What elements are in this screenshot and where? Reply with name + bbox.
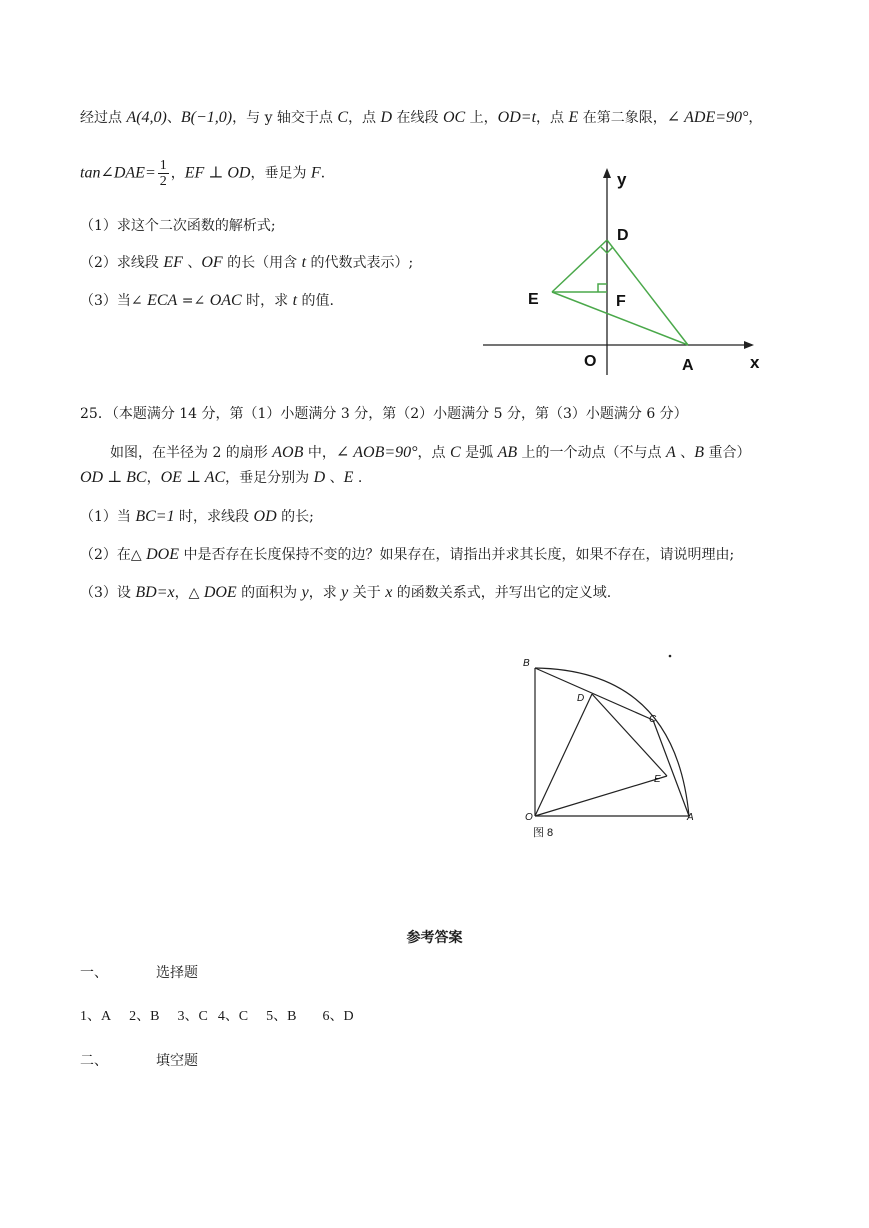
angle: ∠ ADE=90° — [666, 109, 749, 126]
stray-dot — [669, 655, 672, 658]
var: B — [694, 444, 705, 461]
text: 在线段 — [392, 110, 443, 126]
q24-line1 — [80, 108, 762, 128]
text: ， — [748, 110, 763, 126]
text: （3）设 — [80, 585, 136, 601]
segment-de — [592, 694, 667, 776]
var: OC — [442, 109, 466, 126]
text: （1）求这个二次函数的解析式; — [80, 218, 276, 234]
label-a: A — [682, 357, 694, 374]
section-number: 一、 — [80, 965, 108, 981]
text: ． — [320, 165, 335, 182]
text: 的面积为 — [236, 585, 302, 601]
choice-answer: 3、C — [177, 1009, 208, 1024]
segment-od — [535, 694, 592, 816]
var: y — [341, 584, 349, 601]
label-e: E — [528, 291, 539, 308]
segment-ca — [653, 720, 689, 816]
text: 、 — [182, 255, 202, 271]
text: 如图，在半径为 2 的扇形 — [110, 445, 273, 461]
var: OD — [253, 508, 277, 525]
label-a: A — [687, 812, 694, 823]
var: DOE — [203, 584, 237, 601]
text: ，点 — [348, 110, 381, 126]
choice-answer: 6、D — [322, 1009, 354, 1024]
y-axis-arrow — [603, 168, 611, 178]
var: OD=t — [497, 109, 537, 126]
segment-oe — [535, 776, 667, 816]
text: 的函数关系式，并写出它的定义域. — [392, 585, 612, 601]
text: 在第二象限， — [578, 110, 667, 126]
text: 25．（本题满分 14 分，第（1）小题满分 3 分，第（2）小题满分 5 分，第（3）小题满分 6 分） — [80, 406, 688, 422]
text: 时，求 — [241, 293, 293, 309]
label-d: D — [617, 227, 629, 244]
label-x: x — [750, 353, 760, 372]
text: ，△ — [174, 585, 204, 601]
var: E — [343, 469, 354, 486]
text: （3）当∠ — [80, 293, 148, 309]
q24-figure — [480, 160, 770, 380]
text: ， — [146, 470, 161, 486]
var: ECA — [147, 292, 178, 309]
var: BC=1 — [135, 508, 175, 525]
perp: EF ⊥ OD — [184, 164, 251, 182]
text: 是弧 — [460, 445, 498, 461]
var: C — [449, 444, 461, 461]
q25-sub3 — [80, 583, 611, 603]
q25-sub2 — [80, 545, 734, 565]
text: （1）当 — [80, 509, 136, 525]
text: 的代数式表示）; — [306, 255, 414, 271]
text: 的值. — [297, 293, 334, 309]
point-b: B(−1,0) — [180, 109, 233, 126]
q24-sub1 — [80, 216, 276, 236]
text: 的长; — [276, 509, 314, 525]
q25-sub1 — [80, 507, 314, 527]
answers-sec1 — [80, 963, 198, 983]
q25-para2 — [80, 468, 362, 488]
var: AOB — [272, 444, 304, 461]
label-o: O — [584, 353, 597, 370]
q25-para1 — [110, 443, 750, 463]
text: ，求 — [308, 585, 342, 601]
text: 关于 — [348, 585, 386, 601]
choice-answer: 2、B — [129, 1009, 160, 1024]
text: ， — [170, 165, 185, 182]
label-y: y — [617, 170, 627, 189]
perp: OD ⊥ BC — [80, 469, 147, 486]
section-label: 填空题 — [156, 1053, 198, 1069]
answers-sec2 — [80, 1051, 198, 1071]
var: A — [666, 444, 676, 461]
q24-line2 — [80, 158, 335, 189]
var: OAC — [209, 292, 242, 309]
text: （2）在△ — [80, 547, 147, 563]
var: E — [568, 109, 579, 126]
arc-ab — [535, 668, 689, 816]
text: 、 — [166, 110, 181, 126]
var: x — [385, 584, 393, 601]
point-a: A(4,0) — [126, 109, 167, 126]
numerator: 1 — [159, 158, 167, 173]
section-number: 二、 — [80, 1053, 108, 1069]
perp: OE ⊥ AC — [160, 469, 226, 486]
text: ，点 — [536, 110, 569, 126]
choice-answer: 5、B — [266, 1009, 297, 1024]
angle: ∠ AOB=90° — [335, 444, 418, 461]
label-d: D — [577, 693, 585, 704]
var: D — [313, 469, 326, 486]
answers-choices — [80, 1007, 354, 1027]
q25-header — [80, 404, 688, 424]
var: t — [292, 292, 298, 309]
denominator: 2 — [159, 174, 167, 189]
text: 中是否存在长度保持不变的边？如果存在，请指出并求其长度，如果不存在，请说明理由; — [179, 547, 735, 563]
text: ，垂足为 — [250, 165, 311, 182]
text: . — [353, 470, 363, 486]
var: AB — [497, 444, 518, 461]
text: 、 — [675, 445, 695, 461]
text: 经过点 — [80, 110, 127, 126]
var: t — [301, 254, 307, 271]
var: y — [301, 584, 309, 601]
choice-answer: 4、C — [217, 1009, 249, 1024]
text: ，点 — [417, 445, 450, 461]
choice-answer: 1、A — [80, 1009, 112, 1024]
figure-caption: 图 8 — [533, 827, 554, 839]
text: ，与 y 轴交于点 — [232, 110, 338, 126]
text: 、 — [325, 470, 344, 486]
text: 的长（用含 — [222, 255, 302, 271]
text: 重合） — [704, 445, 751, 461]
text: =∠ — [177, 293, 210, 309]
answers-title: 参考答案 — [406, 930, 463, 946]
label-o: O — [525, 812, 533, 823]
text: 中， — [303, 445, 336, 461]
text: ，垂足分别为 — [225, 470, 314, 486]
q25-figure — [515, 648, 715, 848]
x-axis-arrow — [744, 341, 754, 349]
tan-expr: tan∠DAE= — [80, 164, 156, 182]
var: D — [380, 109, 393, 126]
var: EF — [163, 254, 183, 271]
text: 上， — [465, 110, 498, 126]
label-e: E — [654, 774, 661, 785]
label-b: B — [523, 658, 530, 669]
section-label: 选择题 — [156, 965, 198, 981]
q24-sub3 — [80, 291, 334, 311]
label-c: C — [649, 714, 657, 725]
segment-bc — [535, 668, 653, 720]
var: DOE — [146, 546, 180, 563]
var: F — [310, 164, 321, 182]
q24-sub2 — [80, 253, 413, 273]
label-f: F — [616, 293, 626, 310]
text: 时，求线段 — [174, 509, 254, 525]
var: C — [337, 109, 349, 126]
text: （2）求线段 — [80, 255, 164, 271]
fraction — [158, 158, 169, 189]
text: 上的一个动点（不与点 — [517, 445, 667, 461]
var: OF — [201, 254, 223, 271]
var: BD=x — [135, 584, 175, 601]
